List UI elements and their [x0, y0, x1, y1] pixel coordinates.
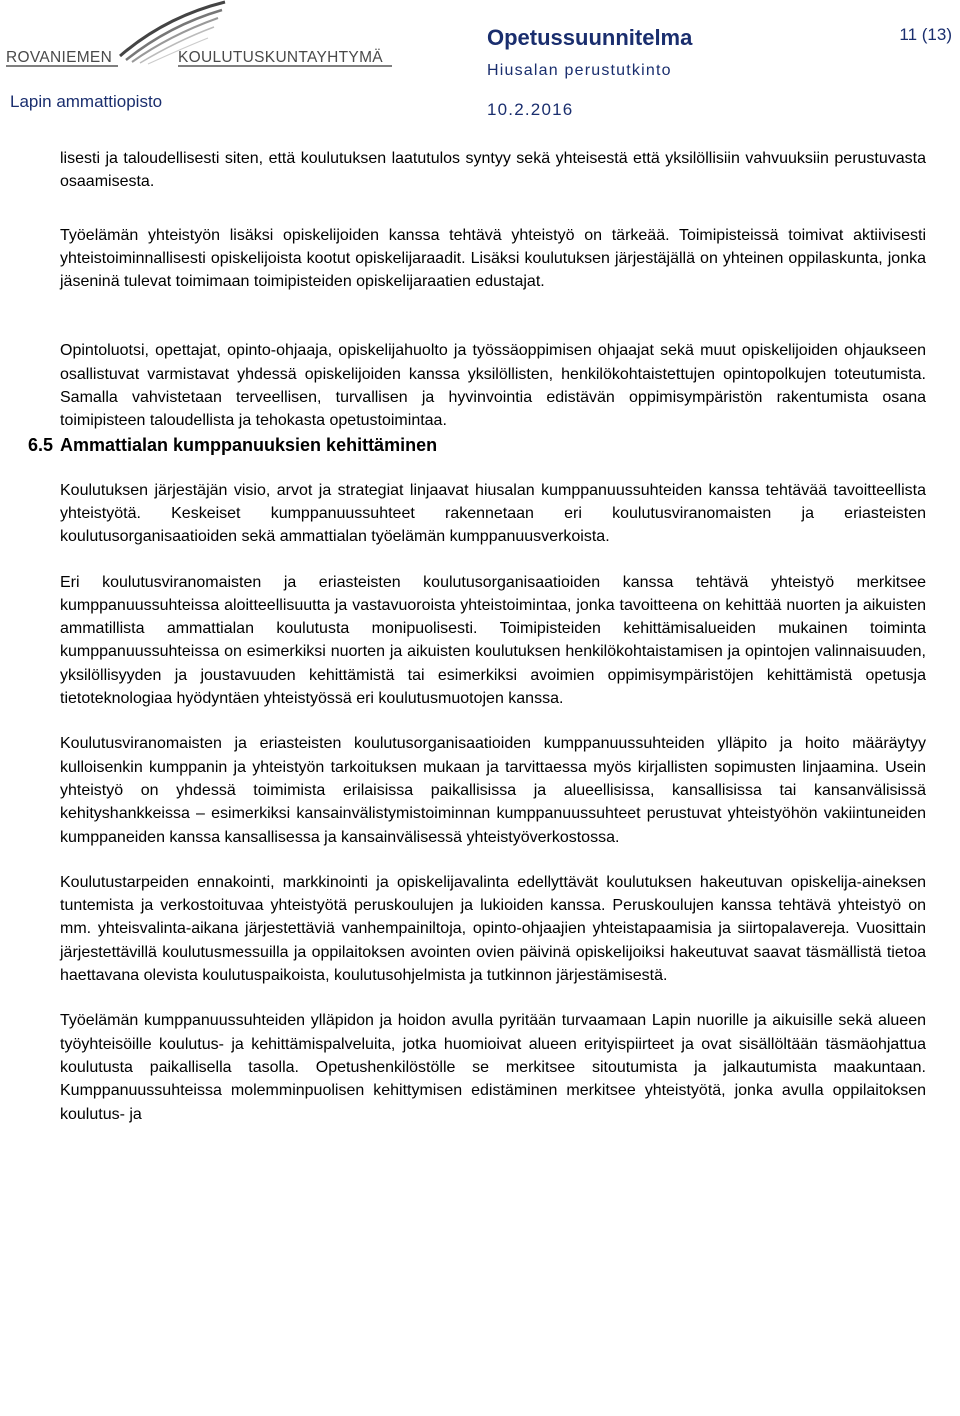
paragraph: Koulutusviranomaisten ja eriasteisten koulutusorganisaatioiden kumppanuussuhteiden ylläpito ja hoito määräytyy kulloisenkin kumppanin ja yhteistyön tarkoituksen mukaan ja tarvittaessa myös kirjallisten sopimusten linjaamina. Usein yhteistyö on yhdessä toimimista erilaisissa paikallisissa ja alueellisissa, kansallisissa tai kansanvälisissä kehityshankkeissa – esimerkiksi kansainvälistymistoiminnan kumppanuussuhteet perustuvat yhteistyöhön vakiintuneiden kumppaneiden kanssa kansallisessa ja kansainvälisessä yhteistyöverkostossa. — [60, 735, 926, 846]
section-heading — [28, 433, 926, 457]
document-unit: Lapin ammattiopisto — [10, 92, 163, 111]
paragraph: Koulutustarpeiden ennakointi, markkinointi ja opiskelijavalinta edellyttävät koulutuksen hakeutuvan opiskelija-aineksen tuntemista ja verkostoituvaa yhteistyötä peruskoulujen ja lukioiden kanssa. Peruskoulujen kanssa tehtävä yhteistyö on mm. yhteisvalinta-aikana järjestettäviä vanhempainiltoja, opinto-ohjaajien yhteistapaamisia ja siirtopalavereja. Vuosittain järjestettävillä koulutusmessuilla ja oppilaitoksen avointen ovien päivinä opiskelijoiksi hakeutuvat saavat täsmällistä tietoa haettavana olevista koulutuspaikoista, koulutusohjelmista ja tutkinnon järjestämisestä. — [60, 873, 926, 985]
logo-text-right: KOULUTUSKUNTAYHTYMÄ — [178, 49, 383, 66]
logo-graphic — [0, 0, 400, 80]
document-title: Opetussuunnitelma — [487, 25, 693, 50]
page-number: 11 (13) — [899, 25, 952, 44]
document-date: 10.2.2016 — [487, 100, 574, 119]
paragraph: Koulutuksen järjestäjän visio, arvot ja strategiat linjaavat hiusalan kumppanuussuhteiden kanssa tehtävää tavoitteellista yhteistyötä. Keskeiset kumppanuussuhteet rakennetaan eri koulutusviranomaisten ja eriasteisten koulutusorganisaatioiden sekä ammattialan työelämän kumppanuusverkoista. — [60, 481, 926, 546]
paragraph: Työelämän kumppanuussuhteiden ylläpidon ja hoidon avulla pyritään turvaamaan Lapin nuorille ja aikuisille sekä alueen työyhteisöille koulutus- ja kehittämispalveluita, jotka huomioivat alueen erityispiirteet ja ovat sisällöltään täsmäohjattua koulutusta paikallisella tasolla. Opetushenkilöstölle se merkitsee sitoutumista ja jalkautumista maakuntaan. Kumppanuussuhteissa molemminpuolisen kehittymisen edistäminen merkitsee yhteistyötä, jonka avulla oppilaitoksen koulutus- ja — [60, 1012, 926, 1123]
section-title: Ammattialan kumppanuuksien kehittäminen — [60, 434, 438, 455]
document-body — [28, 147, 926, 1126]
organization-logo — [0, 0, 400, 80]
logo-text-left: ROVANIEMEN — [6, 49, 113, 66]
paragraph: lisesti ja taloudellisesti siten, että koulutuksen laatutulos syntyy sekä yhteisestä että yksilöllisiin vahvuuksiin perustuvasta osaamisesta. — [60, 150, 926, 191]
paragraph: Työelämän yhteistyön lisäksi opiskelijoiden kanssa tehtävä yhteistyö on tärkeää. Toimipisteissä toimivat aktiivisesti yhteistoiminnallisesti opiskelijoista kootut opiskelijaraadit. Lisäksi koulutuksen järjestäjällä on yhteinen oppilaskunta, jonka jäseninä tulevat toimimaan toimipisteiden opiskelijaraatien edustajat. — [60, 226, 926, 291]
paragraph: Eri koulutusviranomaisten ja eriasteisten koulutusorganisaatioiden kanssa tehtävä yhteistyö merkitsee kumppanuussuhteissa aloitteellisuutta ja vastavuoroista yhteistoimintaa, jonka tavoitteena on kehittää nuorten ja aikuisten ammatillista ammattialan koulutusta monipuolisesti. Toimipisteiden kehittämisalueiden mukainen toiminta kumppanuussuhteissa on esimerkiksi nuorten ja aikuisten koulutuksen henkilökohtaistamisen ja opintojen valinnaisuuden, yksilöllisyyden ja joustavuuden kehittämistä tai esimerkiksi avoimien oppimisympäristöjen kehittämistä opetusja tietoteknologiaa hyödyntäen yhteistyössä eri koulutusmuotojen kanssa. — [60, 573, 926, 708]
section-number: 6.5 — [28, 434, 54, 455]
paragraph: Opintoluotsi, opettajat, opinto-ohjaaja, opiskelijahuolto ja työssäoppimisen ohjaajat sekä muut opiskelijoiden ohjaukseen osallistuvat varmistavat yhdessä opiskelijoiden kanssa yksilöllisten, henkilökohtaistettujen opintopolkujen toteutumista. Samalla vahvistetaan terveellisen, turvallisen ja hyvinvointia edistävän oppimisympäristön rakentumista osana toimipisteen taloudellista ja tehokasta opetustoimintaa. — [60, 342, 926, 430]
document-subtitle: Hiusalan perustutkinto — [487, 62, 672, 79]
